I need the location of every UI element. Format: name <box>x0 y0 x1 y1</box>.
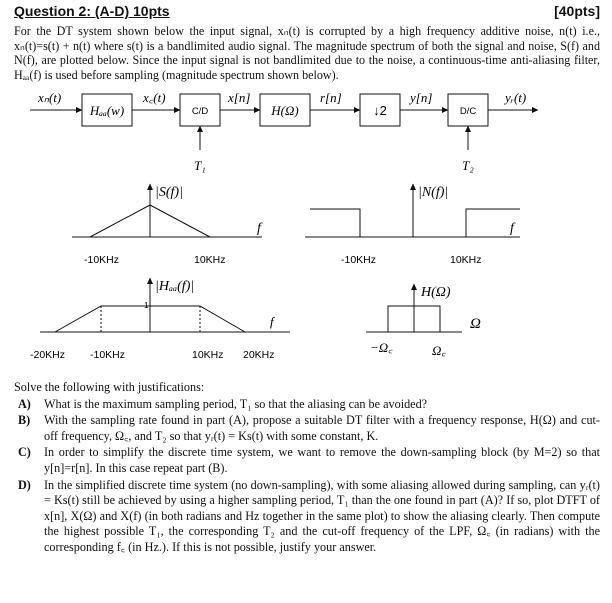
n-tick-neg: -10KHz <box>341 254 377 266</box>
question-c <box>14 445 600 476</box>
n-tick-pos: 10KHz <box>450 254 482 266</box>
haa-level-label: 1 <box>144 301 149 310</box>
question-b-letter: B) <box>18 413 31 428</box>
s-tick-neg: -10KHz <box>84 254 120 266</box>
s-plot-axis-label: f <box>257 221 261 236</box>
question-a-text: What is the maximum sampling period, T₁ so that the aliasing can be avoided? <box>44 396 428 411</box>
haa-plot-axis-label: f <box>270 314 274 329</box>
block-downsample-label: ↓2 <box>373 103 387 118</box>
question-c-letter: C) <box>18 445 31 460</box>
question-c-text: In order to simplify the discrete time system, we want to remove the down-sampling block (by M=2) so that y[n]=r[n]. In this case repeat part (B). <box>44 445 600 475</box>
s-tick-pos: 10KHz <box>194 254 226 266</box>
signal-xn-label: xₙ(t) <box>38 90 62 105</box>
signal-y-label: y[n] <box>410 90 433 105</box>
question-d-letter: D) <box>18 477 31 492</box>
question-b <box>14 413 600 444</box>
block-dc-label: D/C <box>459 106 477 117</box>
question-a <box>14 397 600 413</box>
system-figure <box>0 88 612 378</box>
haa-tick-neg10: -10KHz <box>90 349 126 361</box>
question-points: [40pts] <box>554 3 600 19</box>
block-h-label: H(Ω) <box>271 103 299 118</box>
signal-r-label: r[n] <box>320 90 342 105</box>
haa-tick-pos10: 10KHz <box>192 349 224 361</box>
questions-section <box>14 380 600 557</box>
haa-tick-neg20: -20KHz <box>30 349 66 361</box>
h-tick-pos: Ω꜀ <box>432 343 446 358</box>
haa-plot-label: |Hₐₐ(f)| <box>155 279 195 294</box>
h-tick-neg: −Ω꜀ <box>370 340 393 355</box>
h-plot-axis-label: Ω <box>470 316 481 332</box>
question-d-text: In the simplified discrete time system (no down-sampling), with some aliasing allowed during sampling, can yᵣ(t) = Ks(t) still be achieved by using a higher sampling period, T₁ than the one found in part (A)? If so, plot DTFT of x[n], X(Ω) and X(f) (in both radians and Hz together in the same plot) to show the aliasing clearly. Then compute the highest possible T₁, the corresponding T₂ and the cut-off frequency of the LPF, Ω꜀ (in radians) with the corresponding f꜀ (in Hz.). If this is not possible, justify your answer. <box>44 477 600 554</box>
question-b-text: With the sampling rate found in part (A), propose a suitable DT filter with a frequency response, H(Ω) and cut-off frequency, Ω꜀, and T₂ so that yᵣ(t) = Ks(t) with some constant, K. <box>44 413 600 443</box>
block-haa-label: Hₐₐ(w) <box>89 103 125 118</box>
question-header <box>14 0 600 22</box>
n-spectrum-shape <box>310 209 520 237</box>
question-a-letter: A) <box>18 396 31 411</box>
question-d <box>14 478 600 556</box>
block-cd-label: C/D <box>191 106 209 117</box>
solve-intro: Solve the following with justifications: <box>14 380 205 394</box>
clock-t1-label: T₁ <box>194 158 206 173</box>
n-plot-axis-label: f <box>510 221 514 236</box>
h-plot-label: H(Ω) <box>421 285 451 300</box>
signal-xc-label: x꜀(t) <box>143 90 166 105</box>
clock-t2-label: T₂ <box>462 158 474 173</box>
signal-yr-label: yᵣ(t) <box>505 90 527 105</box>
question-title: Question 2: (A-D) 10pts <box>14 3 170 19</box>
intro-paragraph: For the DT system shown below the input signal, xₙ(t) is corrupted by a high frequency additive noise, n(t) i.e., xₙ(t)=s(t) + n(t) where s(t) is a bandlimited audio signal. The magnitude spectrum of both the signal and noise, S(f) and N(f), are plotted below. Since the input signal is not bandlimited due to the noise, a continuous-time anti-aliasing filter, Hₐₐ(f) is used before sampling (magnitude spectrum shown below). <box>14 24 600 82</box>
n-plot-label: |N(f)| <box>418 185 449 200</box>
haa-tick-pos20: 20KHz <box>243 349 275 361</box>
s-plot-label: |S(f)| <box>155 185 183 200</box>
signal-x-label: x[n] <box>228 90 251 105</box>
